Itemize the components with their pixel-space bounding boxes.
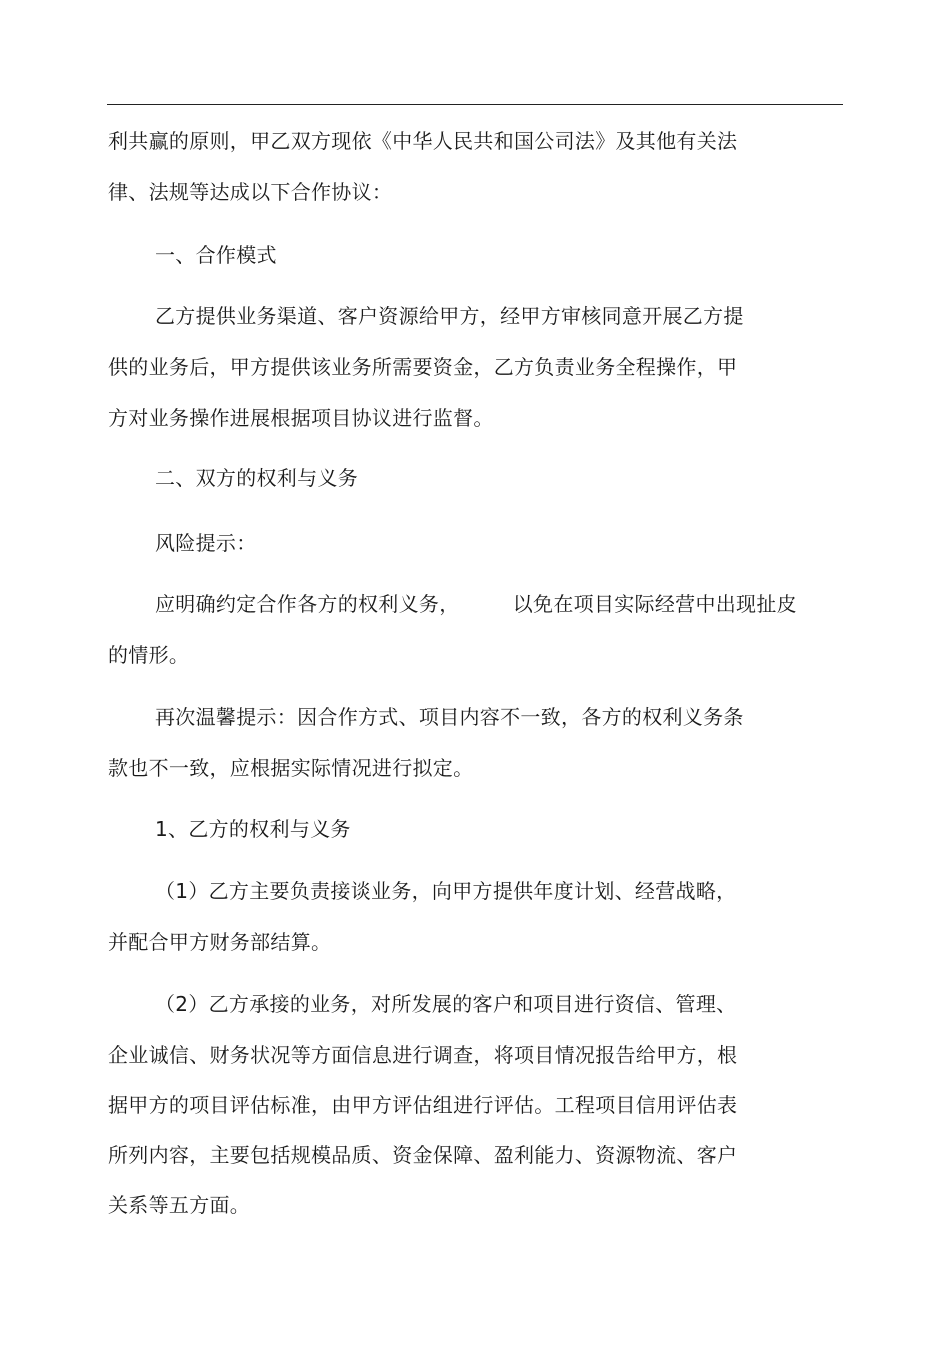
risk-label: 风险提示： [155,531,257,555]
paragraph-line: 据甲方的项目评估标准，由甲方评估组进行评估。工程项目信用评估表 [108,1093,738,1117]
paragraph-line: 律、法规等达成以下合作协议： [108,180,393,204]
paragraph-line: 应明确约定合作各方的权利义务， 以免在项目实际经营中出现扯皮 [155,592,797,616]
paragraph-line: 再次温馨提示：因合作方式、项目内容不一致，各方的权利义务条 [155,705,744,729]
paragraph-line: 方对业务操作进展根据项目协议进行监督。 [108,406,494,430]
section-heading: 二、双方的权利与义务 [155,466,358,490]
paragraph-line: （2）乙方承接的业务，对所发展的客户和项目进行资信、管理、 [155,992,737,1016]
subsection-heading: 1、乙方的权利与义务 [155,817,351,841]
paragraph-line: 所列内容，主要包括规模品质、资金保障、盈利能力、资源物流、客户 [108,1143,738,1167]
paragraph-line: 利共赢的原则，甲乙双方现依《中华人民共和国公司法》及其他有关法 [108,129,738,153]
paragraph-line: 供的业务后，甲方提供该业务所需要资金，乙方负责业务全程操作，甲 [108,355,738,379]
paragraph-line: 乙方提供业务渠道、客户资源给甲方，经甲方审核同意开展乙方提 [155,304,744,328]
paragraph-line: （1）乙方主要负责接谈业务，向甲方提供年度计划、经营战略， [155,879,737,903]
paragraph-line: 的情形。 [108,643,190,667]
paragraph-line: 关系等五方面。 [108,1193,251,1217]
paragraph-line: 款也不一致，应根据实际情况进行拟定。 [108,756,474,780]
section-heading: 一、合作模式 [155,243,277,267]
header-rule [107,104,843,105]
paragraph-line: 并配合甲方财务部结算。 [108,930,332,954]
paragraph-line: 企业诚信、财务状况等方面信息进行调查，将项目情况报告给甲方，根 [108,1043,738,1067]
